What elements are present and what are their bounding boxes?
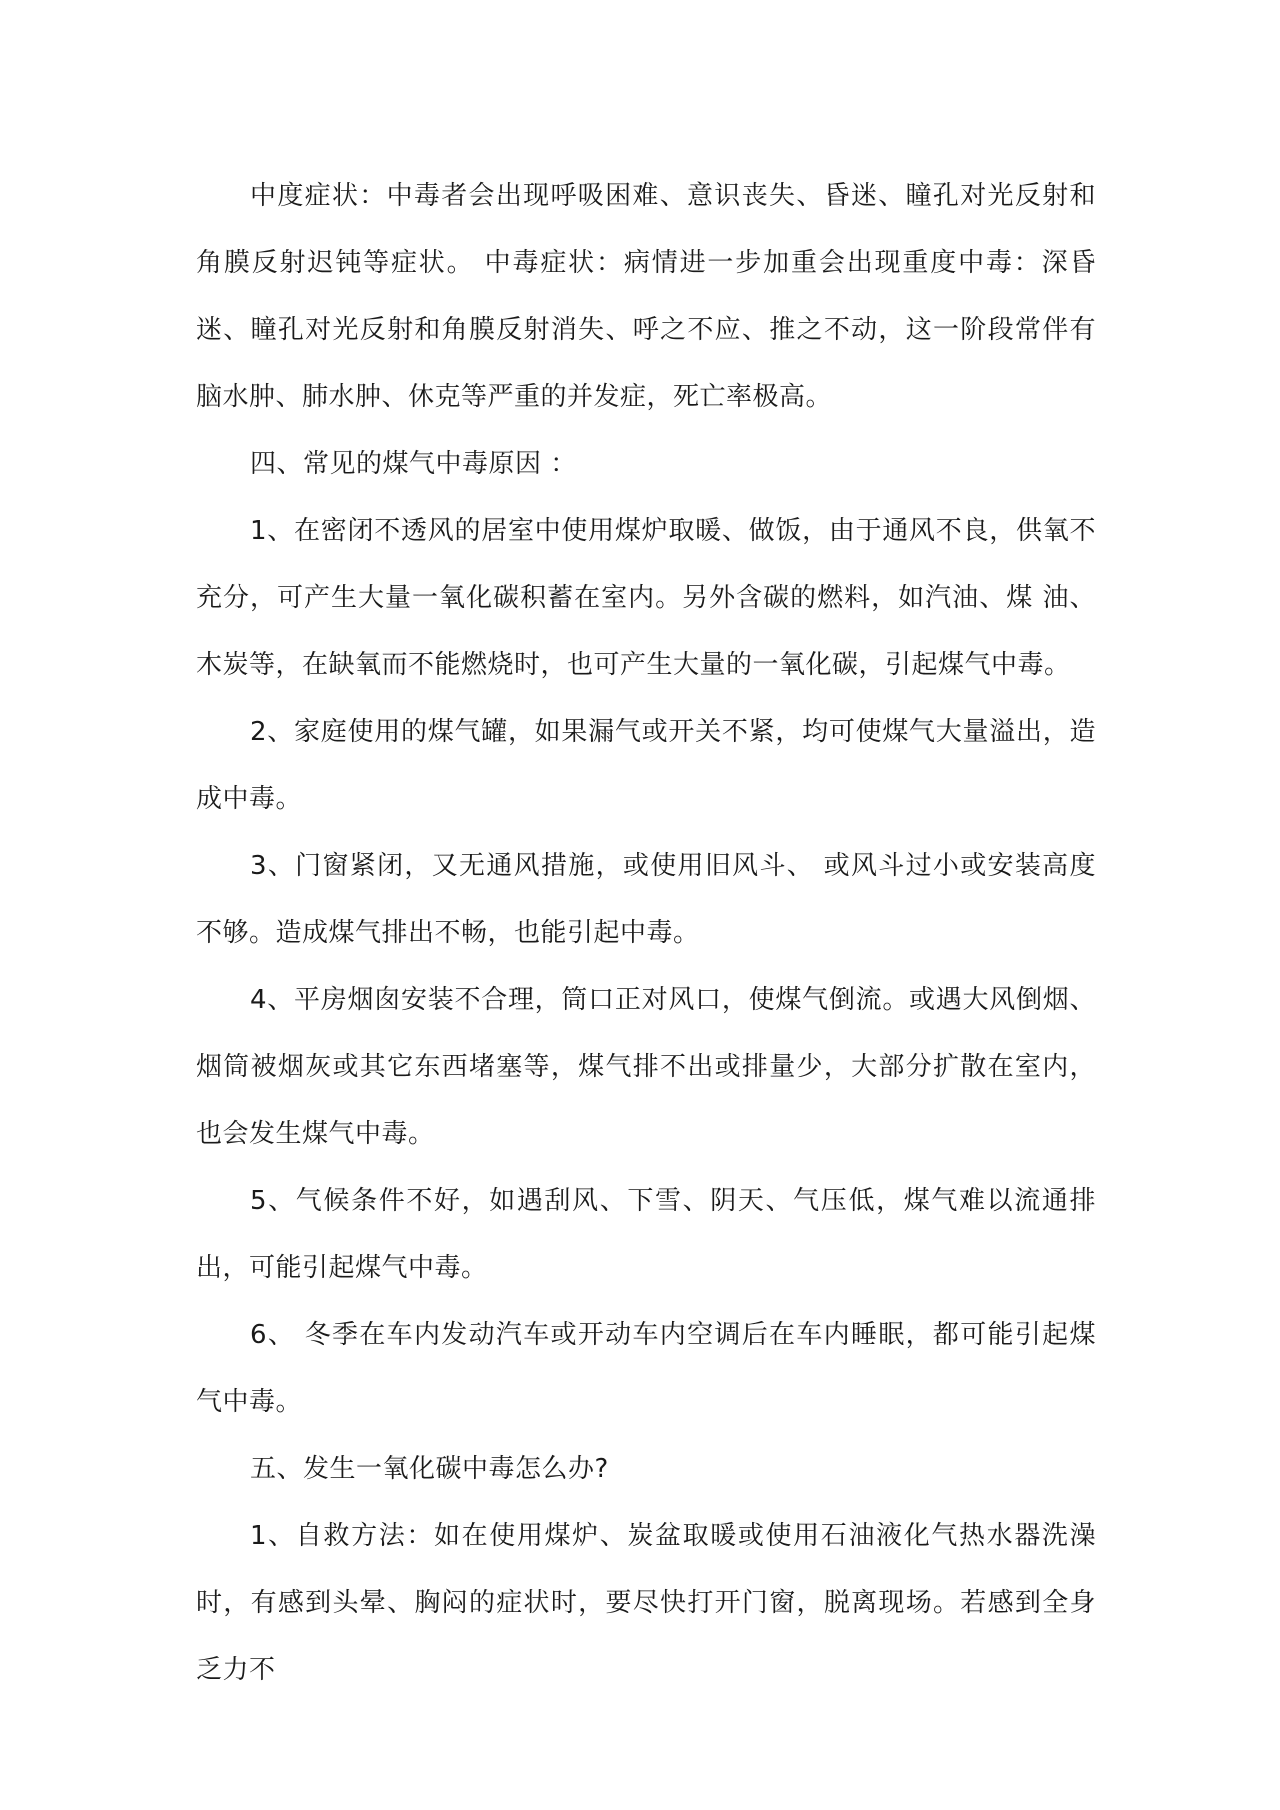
paragraph-cause-3: 3、门窗紧闭，又无通风措施，或使用旧风斗、 或风斗过小或安装高度不够。造成煤气排出不畅，也能引起中毒。 [196, 851, 1096, 948]
document-body [196, 163, 1096, 1704]
paragraph-self-rescue: 1、自救方法：如在使用煤炉、炭盆取暖或使用石油液化气热水器洗澡时，有感到头晕、胸闷的症状时，要尽快打开门窗，脱离现场。若感到全身乏力不 [196, 1521, 1096, 1685]
paragraph-cause-4: 4、平房烟囱安装不合理，筒口正对风口，使煤气倒流。或遇大风倒烟、烟筒被烟灰或其它东西堵塞等，煤气排不出或排量少，大部分扩散在室内，也会发生煤气中毒。 [196, 985, 1096, 1149]
paragraph-moderate-symptoms: 中度症状：中毒者会出现呼吸困难、意识丧失、昏迷、瞳孔对光反射和角膜反射迟钝等症状。 中毒症状：病情进一步加重会出现重度中毒：深昏迷、瞳孔对光反射和角膜反射消失、呼之不应、推之不动，这一阶段常伴有脑水肿、肺水肿、休克等严重的并发症，死亡率极高。 [196, 181, 1096, 412]
paragraph-cause-5: 5、气候条件不好，如遇刮风、下雪、阴天、气压低，煤气难以流通排出，可能引起煤气中毒。 [196, 1186, 1096, 1283]
section-heading-what-to-do: 五、发生一氧化碳中毒怎么办? [250, 1454, 609, 1484]
section-heading-causes: 四、常见的煤气中毒原因 ： [250, 449, 577, 479]
paragraph-cause-2: 2、家庭使用的煤气罐，如果漏气或开关不紧，均可使煤气大量溢出，造成中毒。 [196, 717, 1096, 814]
paragraph-cause-1: 1、在密闭不透风的居室中使用煤炉取暖、做饭，由于通风不良，供氧不充分，可产生大量一氧化碳积蓄在室内。另外含碳的燃料，如汽油、煤 油、木炭等，在缺氧而不能燃烧时，也可产生大量的一氧化碳，引起煤气中毒。 [196, 516, 1096, 680]
paragraph-cause-6: 6、 冬季在车内发动汽车或开动车内空调后在车内睡眠，都可能引起煤气中毒。 [196, 1320, 1096, 1417]
